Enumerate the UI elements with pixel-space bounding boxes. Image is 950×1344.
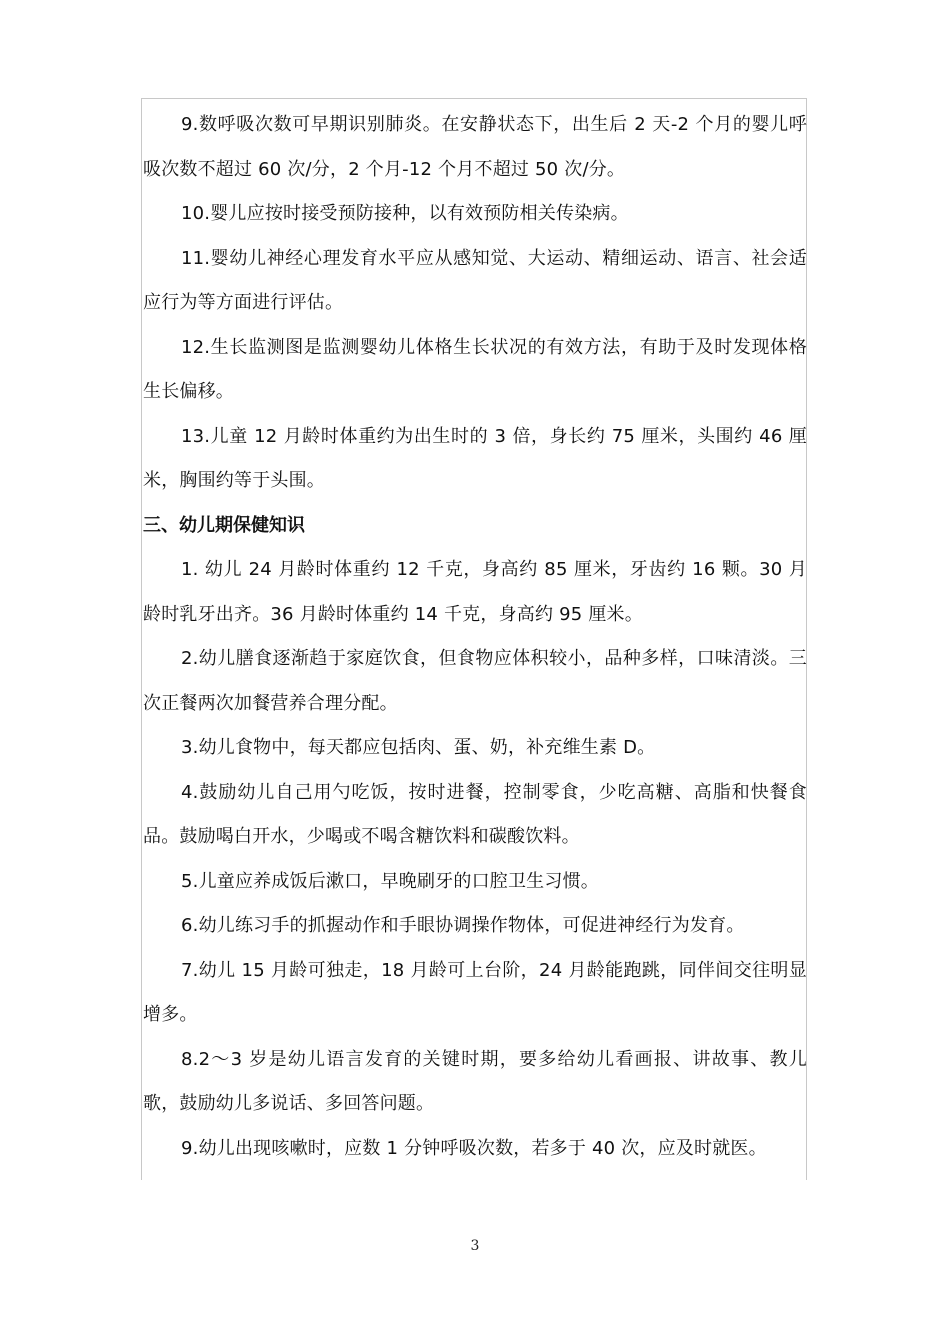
paragraph: 8.2～3 岁是幼儿语言发育的关键时期，要多给幼儿看画报、讲故事、教儿歌，鼓励幼儿多说话、多回答问题。 — [143, 1048, 807, 1114]
paragraph: 5.儿童应养成饭后漱口，早晚刷牙的口腔卫生习惯。 — [181, 870, 599, 892]
paragraph: 2.幼儿膳食逐渐趋于家庭饮食，但食物应体积较小，品种多样，口味清淡。三次正餐两次加餐营养合理分配。 — [143, 648, 807, 714]
paragraph: 12.生长监测图是监测婴幼儿体格生长状况的有效方法，有助于及时发现体格生长偏移。 — [143, 336, 807, 402]
paragraph: 11.婴幼儿神经心理发育水平应从感知觉、大运动、精细运动、语言、社会适应行为等方面进行评估。 — [143, 247, 807, 313]
section-heading: 三、幼儿期保健知识 — [143, 514, 305, 536]
document-body — [143, 103, 807, 1171]
paragraph: 13.儿童 12 月龄时体重约为出生时的 3 倍，身长约 75 厘米，头围约 46 厘米，胸围约等于头围。 — [143, 425, 807, 491]
paragraph: 9.幼儿出现咳嗽时，应数 1 分钟呼吸次数，若多于 40 次，应及时就医。 — [181, 1137, 767, 1159]
paragraph: 9.数呼吸次数可早期识别肺炎。在安静状态下，出生后 2 天-2 个月的婴儿呼吸次数不超过 60 次/分，2 个月-12 个月不超过 50 次/分。 — [143, 114, 807, 180]
paragraph: 1. 幼儿 24 月龄时体重约 12 千克，身高约 85 厘米，牙齿约 16 颗。30 月龄时乳牙出齐。36 月龄时体重约 14 千克，身高约 95 厘米。 — [143, 559, 807, 625]
paragraph: 4.鼓励幼儿自己用勺吃饭，按时进餐，控制零食，少吃高糖、高脂和快餐食品。鼓励喝白开水，少喝或不喝含糖饮料和碳酸饮料。 — [143, 781, 807, 847]
paragraph: 3.幼儿食物中，每天都应包括肉、蛋、奶，补充维生素 D。 — [181, 737, 656, 758]
page-number: 3 — [470, 1238, 480, 1254]
paragraph: 6.幼儿练习手的抓握动作和手眼协调操作物体，可促进神经行为发育。 — [181, 915, 745, 936]
paragraph: 7.幼儿 15 月龄可独走，18 月龄可上台阶，24 月龄能跑跳，同伴间交往明显增多。 — [143, 959, 807, 1025]
paragraph: 10.婴儿应按时接受预防接种，以有效预防相关传染病。 — [181, 203, 629, 224]
